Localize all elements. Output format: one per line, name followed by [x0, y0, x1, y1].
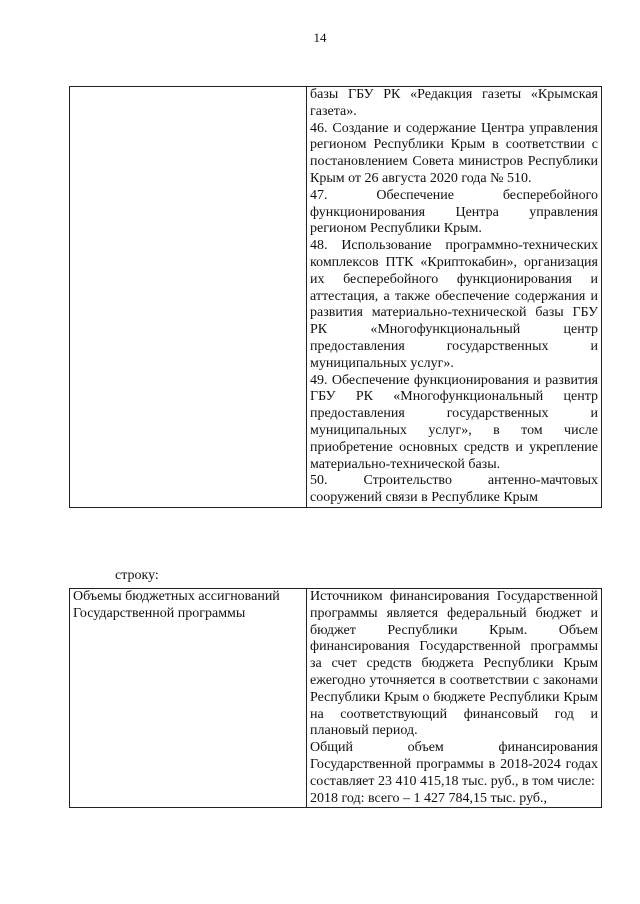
- paragraph-item-46: 46. Создание и содержание Центра управления регионом Республики Крым в соответствии с постановлением Совета министров Республики Крым от 26 августа 2020 года № 510.: [310, 120, 598, 186]
- right-cell-financing: [307, 589, 602, 808]
- program-table-continuation: [69, 86, 602, 508]
- right-cell-measures: [307, 87, 602, 508]
- paragraph-financing-source: Источником финансирования Государственной программы является федеральный бюджет и бюджет Республики Крым. Объем финансирования Государственной программы за счет средств бюджета Республики Крым ежегодно уточняется в соответствии с законами Республики Крым о бюджете Республики Крым на соответствующий финансовый год и плановый период.: [310, 589, 598, 739]
- line-2018-total: 2018 год: всего – 1 427 784,15 тыс. руб.,: [310, 790, 548, 806]
- paragraph-item-47: 47. Обеспечение бесперебойного функционирования Центра управления регионом Республики Крым.: [310, 187, 598, 237]
- paragraph-item-50: 50. Строительство антенно-мачтовых сооружений связи в Республике Крым: [310, 473, 598, 506]
- paragraph-item-49: 49. Обеспечение функционирования и развития ГБУ РК «Многофункциональный центр предоставления государственных и муниципальных услуг», в том числе приобретение основных средств и укрепление материально-технической базы.: [310, 372, 598, 472]
- left-cell-empty: [70, 87, 307, 508]
- left-cell-budget-heading: Объемы бюджетных ассигнований Государственной программы: [70, 589, 307, 808]
- paragraph-item-48: 48. Использование программно-технических комплексов ПТК «Криптокабин», организация их бесперебойного функционирования и аттестация, а также обеспечение содержания и развития материально-технической базы ГБУ РК «Многофункциональный центр предоставления государственных и муниципальных услуг».: [310, 238, 598, 371]
- paragraph-total-financing: Общий объем финансирования Государственной программы в 2018-2024 годах составляет 23 410 415,18 тыс. руб., в том числе:: [310, 740, 598, 789]
- table-row: [70, 87, 602, 508]
- caption-row-label: строку:: [115, 568, 159, 583]
- page-number: 14: [313, 30, 327, 45]
- paragraph-gazette-base: базы ГБУ РК «Редакция газеты «Крымская газета».: [310, 87, 598, 119]
- table-row: [70, 589, 602, 808]
- budget-allocations-table: [69, 588, 602, 808]
